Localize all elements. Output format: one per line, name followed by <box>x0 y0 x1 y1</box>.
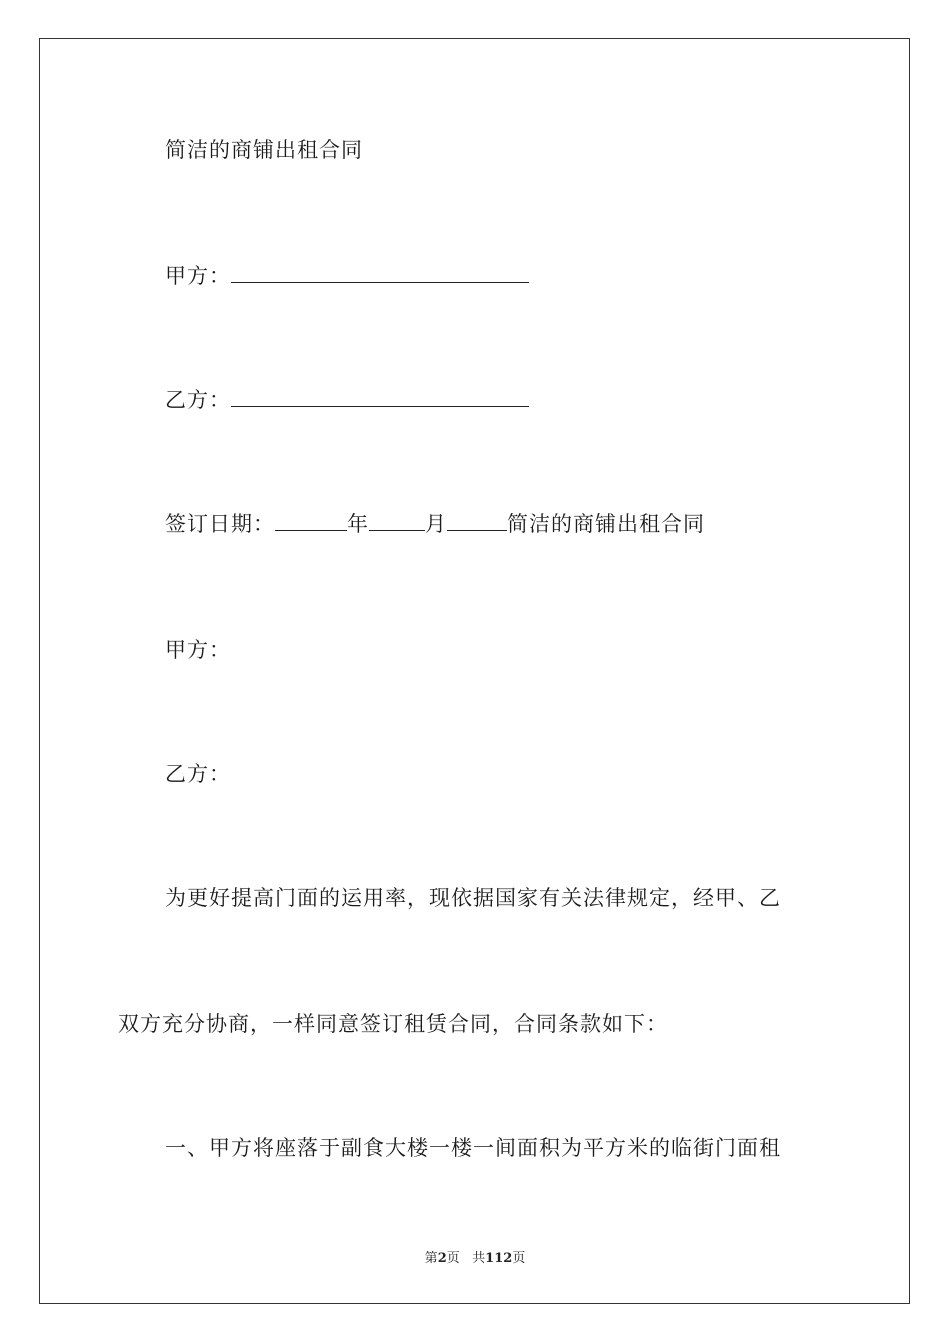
paragraph-1-line-1: 为更好提高门面的运用率，现依据国家有关法律规定，经甲、乙 <box>165 886 781 910</box>
party-b-line <box>165 386 529 414</box>
year-blank[interactable] <box>275 510 347 531</box>
month-blank[interactable] <box>369 510 425 531</box>
page-prefix: 第 <box>424 1251 438 1266</box>
party-a-label: 甲方： <box>165 264 231 288</box>
page-suffix: 页 <box>446 1251 460 1266</box>
sign-date-trailing-title: 简洁的商铺出租合同 <box>507 512 705 536</box>
page-border <box>39 38 910 1304</box>
sign-date-line <box>165 510 705 538</box>
party-a-blank[interactable] <box>231 262 529 283</box>
month-label: 月 <box>425 512 447 536</box>
day-blank[interactable] <box>447 510 507 531</box>
party-a-label-2: 甲方： <box>165 638 231 662</box>
clause-1-line-1: 一、甲方将座落于副食大楼一楼一间面积为平方米的临街门面租 <box>165 1136 781 1160</box>
party-b-label: 乙方： <box>165 388 231 412</box>
page-number: 2 <box>437 1251 447 1266</box>
total-prefix: 共 <box>472 1251 486 1266</box>
party-a-line <box>165 262 529 290</box>
party-b-label-2: 乙方： <box>165 762 231 786</box>
paragraph-1-line-2: 双方充分协商，一样同意签订租赁合同，合同条款如下： <box>118 1012 668 1036</box>
sign-date-label: 签订日期： <box>165 512 275 536</box>
page-footer <box>0 1247 950 1266</box>
total-suffix: 页 <box>512 1251 526 1266</box>
year-label: 年 <box>347 512 369 536</box>
total-pages: 112 <box>485 1251 513 1266</box>
party-b-blank[interactable] <box>231 386 529 407</box>
document-title: 简洁的商铺出租合同 <box>165 138 363 162</box>
